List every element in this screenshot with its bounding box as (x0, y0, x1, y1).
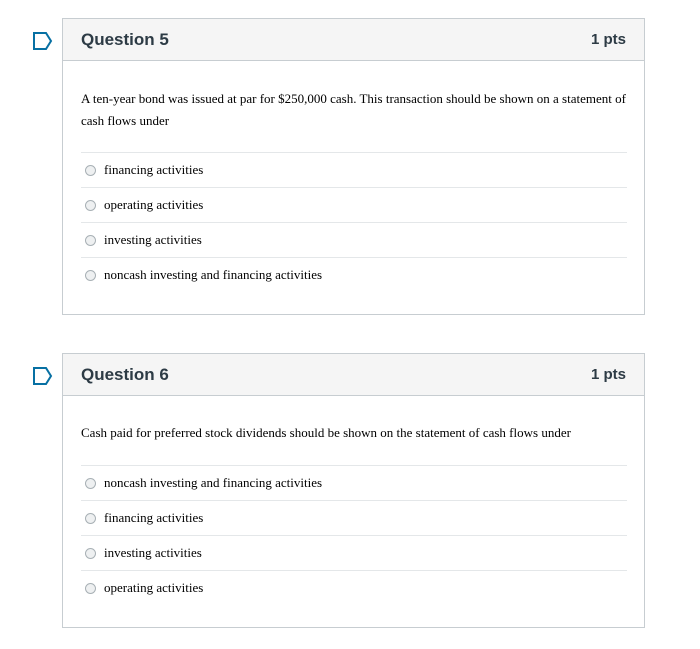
question-title: Question 5 (81, 29, 169, 49)
answer-option[interactable] (81, 152, 627, 187)
flag-question-icon[interactable] (32, 366, 54, 386)
answer-option[interactable] (81, 465, 627, 500)
answer-list (81, 465, 627, 605)
answer-option[interactable] (81, 187, 627, 222)
question-panel (62, 353, 645, 628)
question-body (63, 61, 644, 292)
answer-label[interactable]: noncash investing and financing activities (104, 267, 323, 282)
answer-label[interactable]: noncash investing and financing activities (104, 475, 323, 490)
answer-option[interactable] (81, 570, 627, 605)
question-header (63, 19, 644, 61)
question-text: A ten-year bond was issued at par for $250,000 cash. This transaction should be shown on a statement of cash flows under (81, 91, 626, 128)
answer-label[interactable]: investing activities (104, 545, 202, 560)
radio-button[interactable] (85, 270, 96, 281)
radio-button[interactable] (85, 548, 96, 559)
question-points: 1 pts (590, 31, 626, 48)
question-header (63, 354, 644, 396)
radio-button[interactable] (85, 513, 96, 524)
question-body (63, 396, 644, 605)
question-title: Question 6 (81, 364, 169, 384)
answer-label[interactable]: operating activities (104, 580, 204, 595)
flag-question-icon[interactable] (32, 31, 54, 51)
answer-option[interactable] (81, 535, 627, 570)
answer-option[interactable] (81, 500, 627, 535)
answer-list (81, 152, 627, 292)
question-points: 1 pts (590, 366, 626, 383)
radio-button[interactable] (85, 478, 96, 489)
radio-button[interactable] (85, 200, 96, 211)
radio-button[interactable] (85, 583, 96, 594)
answer-label[interactable]: investing activities (104, 232, 202, 247)
radio-button[interactable] (85, 165, 96, 176)
radio-button[interactable] (85, 235, 96, 246)
answer-label[interactable]: operating activities (104, 197, 204, 212)
answer-label[interactable]: financing activities (104, 162, 204, 177)
question-text: Cash paid for preferred stock dividends should be shown on the statement of cash flows under (81, 425, 571, 440)
answer-option[interactable] (81, 222, 627, 257)
question-panel (62, 18, 645, 315)
answer-label[interactable]: financing activities (104, 510, 204, 525)
answer-option[interactable] (81, 257, 627, 292)
